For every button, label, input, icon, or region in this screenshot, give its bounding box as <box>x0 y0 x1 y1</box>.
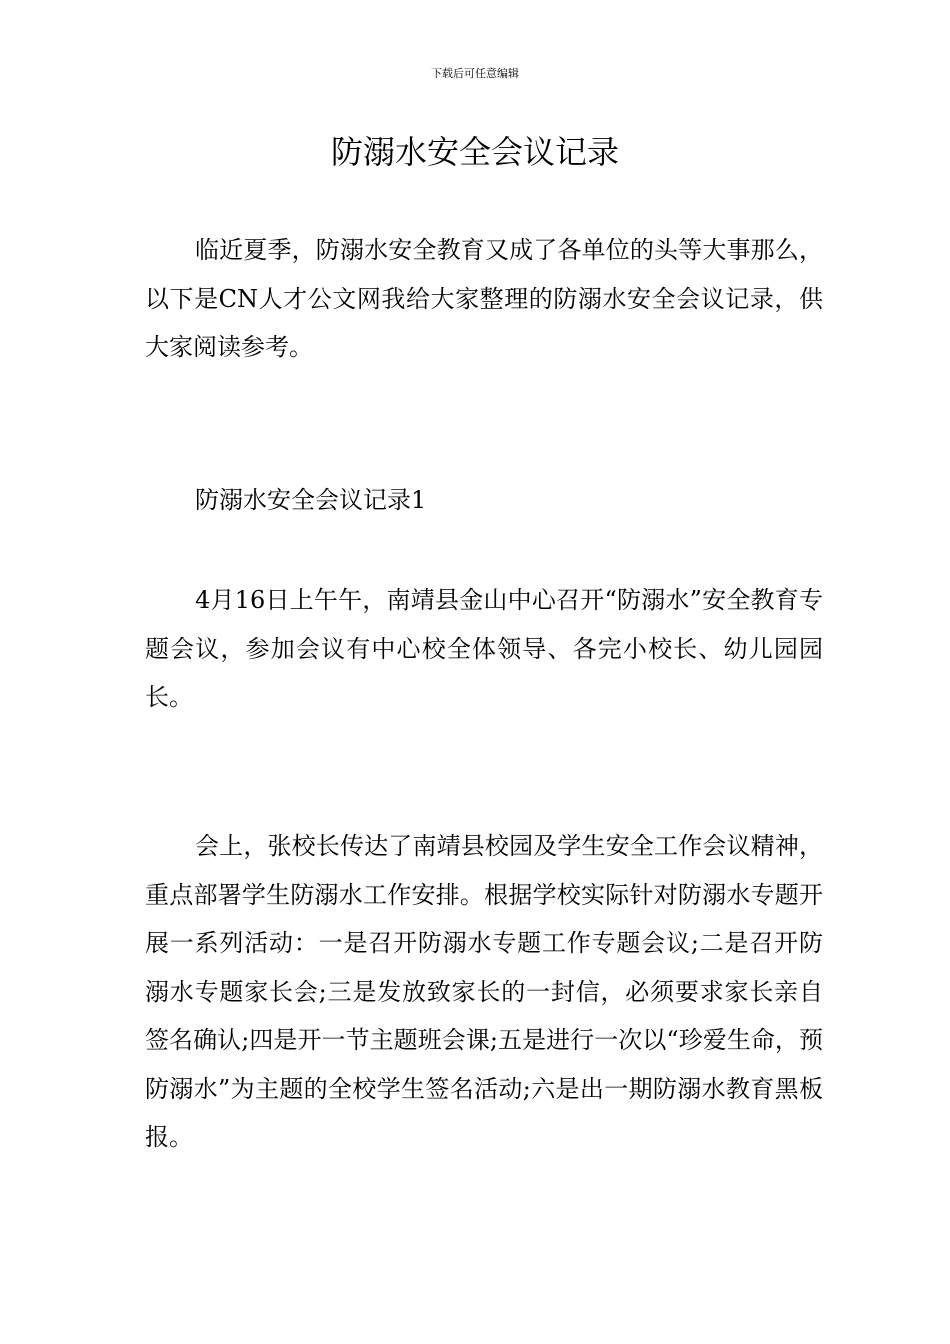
section-heading: 防溺水安全会议记录1 <box>195 486 427 514</box>
details-paragraph: 会上，张校长传达了南靖县校园及学生安全工作会议精神，重点部署学生防溺水工作安排。根据学校实际针对防溺水专题开展一系列活动：一是召开防溺水专题工作专题会议;二是召开防溺水专题家长会;三是发放致家长的一封信，必须要求家长亲自签名确认;四是开一节主题班会课;五是进行一次以“珍爱生命，预防溺水”为主题的全校学生签名活动;六是出一期防溺水教育黑板报。 <box>145 832 823 1151</box>
header-note: 下载后可任意编辑 <box>431 67 519 80</box>
intro-paragraph: 临近夏季，防溺水安全教育又成了各单位的头等大事那么，以下是CN人才公文网我给大家整理的防溺水安全会议记录，供大家阅读参考。 <box>145 236 823 361</box>
meeting-paragraph: 4月16日上午午，南靖县金山中心召开“防溺水”安全教育专题会议，参加会议有中心校全体领导、各完小校长、幼儿园园长。 <box>145 586 823 711</box>
document-title: 防溺水安全会议记录 <box>330 133 619 171</box>
